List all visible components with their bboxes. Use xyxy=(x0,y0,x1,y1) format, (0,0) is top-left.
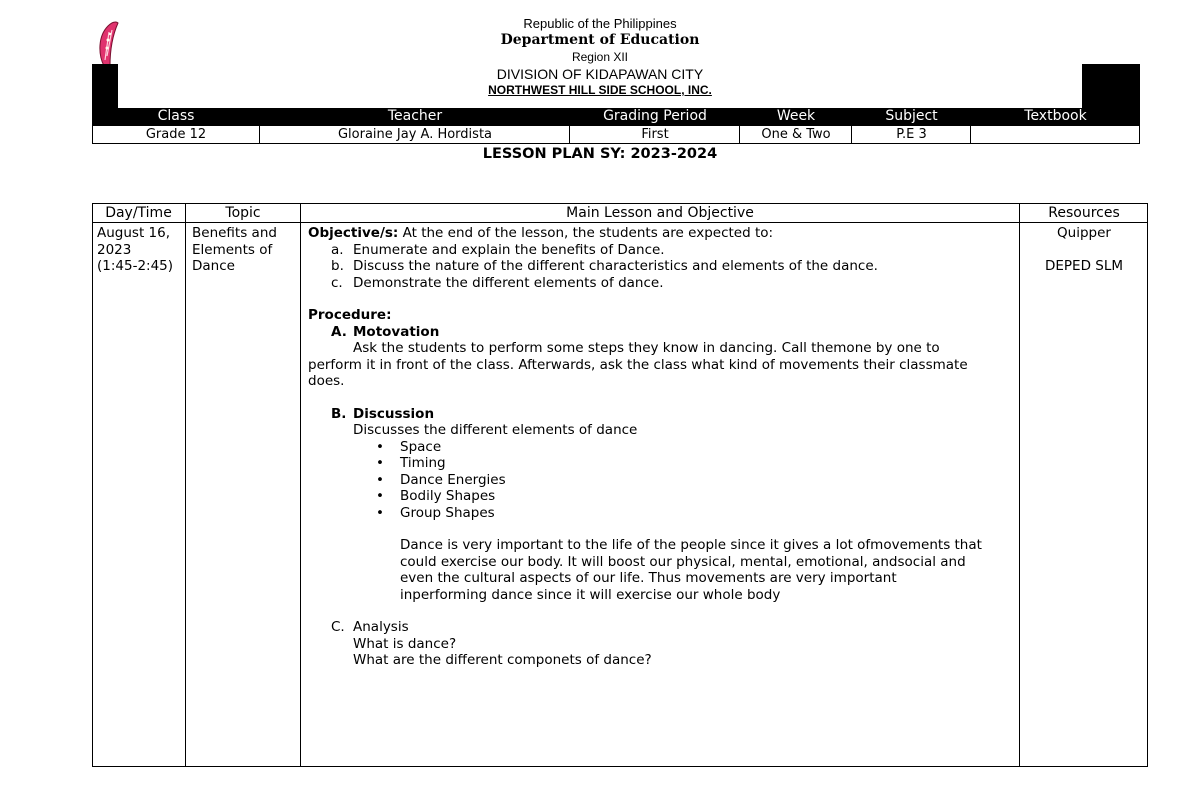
section-b-paragraph-line: even the cultural aspects of our life. Thus movements are very important xyxy=(400,570,897,586)
section-a-marker: A. xyxy=(331,323,347,340)
info-header-grading-period: Grading Period xyxy=(603,108,707,124)
element-item: • Bodily Shapes xyxy=(376,488,1014,505)
topic-line: Dance xyxy=(192,258,235,274)
lesson-table-column-divider xyxy=(300,203,301,767)
header-republic: Republic of the Philippines xyxy=(523,16,677,31)
info-textbook-value xyxy=(971,125,1140,144)
day-time-line: August 16, xyxy=(97,225,171,241)
lesson-table-column-divider xyxy=(185,203,186,767)
lesson-table-column-divider xyxy=(1019,203,1020,767)
section-a-line: does. xyxy=(308,373,345,389)
element-item: • Group Shapes xyxy=(376,505,1014,522)
objectives-intro-text: At the end of the lesson, the students are expected to: xyxy=(398,225,774,241)
header-division: DIVISION OF KIDAPAWAN CITY xyxy=(496,66,704,82)
info-header-subject: Subject xyxy=(885,108,938,124)
section-a-line: perform it in front of the class. Afterwards, ask the class what kind of movements their classmate xyxy=(308,356,968,373)
info-subject-value: P.E 3 xyxy=(896,127,927,142)
day-time-line: (1:45-2:45) xyxy=(97,258,174,274)
info-header-textbook: Textbook xyxy=(1024,108,1087,124)
resource-quipper: Quipper xyxy=(1057,225,1111,241)
objective-marker: c. xyxy=(331,274,343,291)
day-time-line: 2023 xyxy=(97,241,132,258)
section-b-paragraph xyxy=(308,537,1014,603)
info-header-teacher: Teacher xyxy=(387,108,443,124)
element-item: • Space xyxy=(376,439,1014,456)
section-c-title: Analysis xyxy=(353,619,409,635)
header-department: Department of Education xyxy=(500,32,700,48)
header-school: NORTHWEST HILL SIDE SCHOOL, INC. xyxy=(488,83,712,97)
analysis-question: What is dance? xyxy=(353,635,457,652)
topic-line: Elements of xyxy=(192,241,273,258)
info-header-class: Class xyxy=(157,108,195,124)
section-a-title: Motovation xyxy=(353,323,440,340)
section-c-marker: C. xyxy=(331,619,345,635)
column-header-day-time: Day/Time xyxy=(105,205,172,221)
objective-marker: a. xyxy=(331,241,344,258)
info-header-week: Week xyxy=(776,108,816,124)
column-header-main-lesson: Main Lesson and Objective xyxy=(566,205,754,221)
procedure-label: Procedure: xyxy=(308,307,392,323)
objective-item xyxy=(331,242,1014,259)
info-week-value: One & Two xyxy=(761,127,831,142)
elements-list xyxy=(308,439,1014,522)
resource-deped-slm: DEPED SLM xyxy=(1044,258,1124,274)
analysis-question: What are the different componets of dance? xyxy=(353,652,652,668)
day-time-cell xyxy=(97,225,173,275)
element-item: • Timing xyxy=(376,455,1014,472)
objectives-intro xyxy=(308,225,1014,242)
column-header-resources: Resources xyxy=(1048,205,1120,221)
info-class-value: Grade 12 xyxy=(145,127,207,142)
topic-line: Benefits and xyxy=(192,225,277,241)
info-grading-period-value: First xyxy=(641,127,669,142)
section-a-heading xyxy=(308,324,1014,341)
topic-cell xyxy=(192,225,277,275)
section-b-paragraph-line: Dance is very important to the life of the people since it gives a lot ofmovements that xyxy=(400,537,982,553)
header-region: Region XII xyxy=(571,50,629,64)
objectives-list xyxy=(308,242,1014,292)
objectives-label: Objective/s: xyxy=(308,225,399,241)
section-b-title: Discussion xyxy=(353,405,435,422)
info-teacher-value: Gloraine Jay A. Hordista xyxy=(337,127,493,142)
lesson-plan-title: LESSON PLAN SY: 2023-2024 xyxy=(482,146,718,162)
objective-marker: b. xyxy=(331,258,344,274)
section-b-paragraph-line: could exercise our body. It will boost our physical, mental, emotional, andsocial and xyxy=(400,553,966,570)
objective-text: Discuss the nature of the different characteristics and elements of the dance. xyxy=(353,258,878,274)
column-header-topic: Topic xyxy=(225,205,261,221)
section-b-heading xyxy=(308,406,1014,423)
section-b-marker: B. xyxy=(331,405,347,422)
objective-item xyxy=(331,275,1014,292)
objective-text: Enumerate and explain the benefits of Dance. xyxy=(353,241,665,258)
section-b-paragraph-line: inperforming dance since it will exercise our whole body xyxy=(400,586,781,603)
section-c-heading xyxy=(308,619,1014,636)
section-a-line: Ask the students to perform some steps they know in dancing. Call themone by one to xyxy=(353,340,940,356)
main-lesson-cell xyxy=(308,225,1014,669)
section-b-intro: Discusses the different elements of dance xyxy=(353,422,638,438)
objective-text: Demonstrate the different elements of dance. xyxy=(353,274,664,291)
objective-item xyxy=(331,258,1014,275)
element-item: • Dance Energies xyxy=(376,472,1014,489)
